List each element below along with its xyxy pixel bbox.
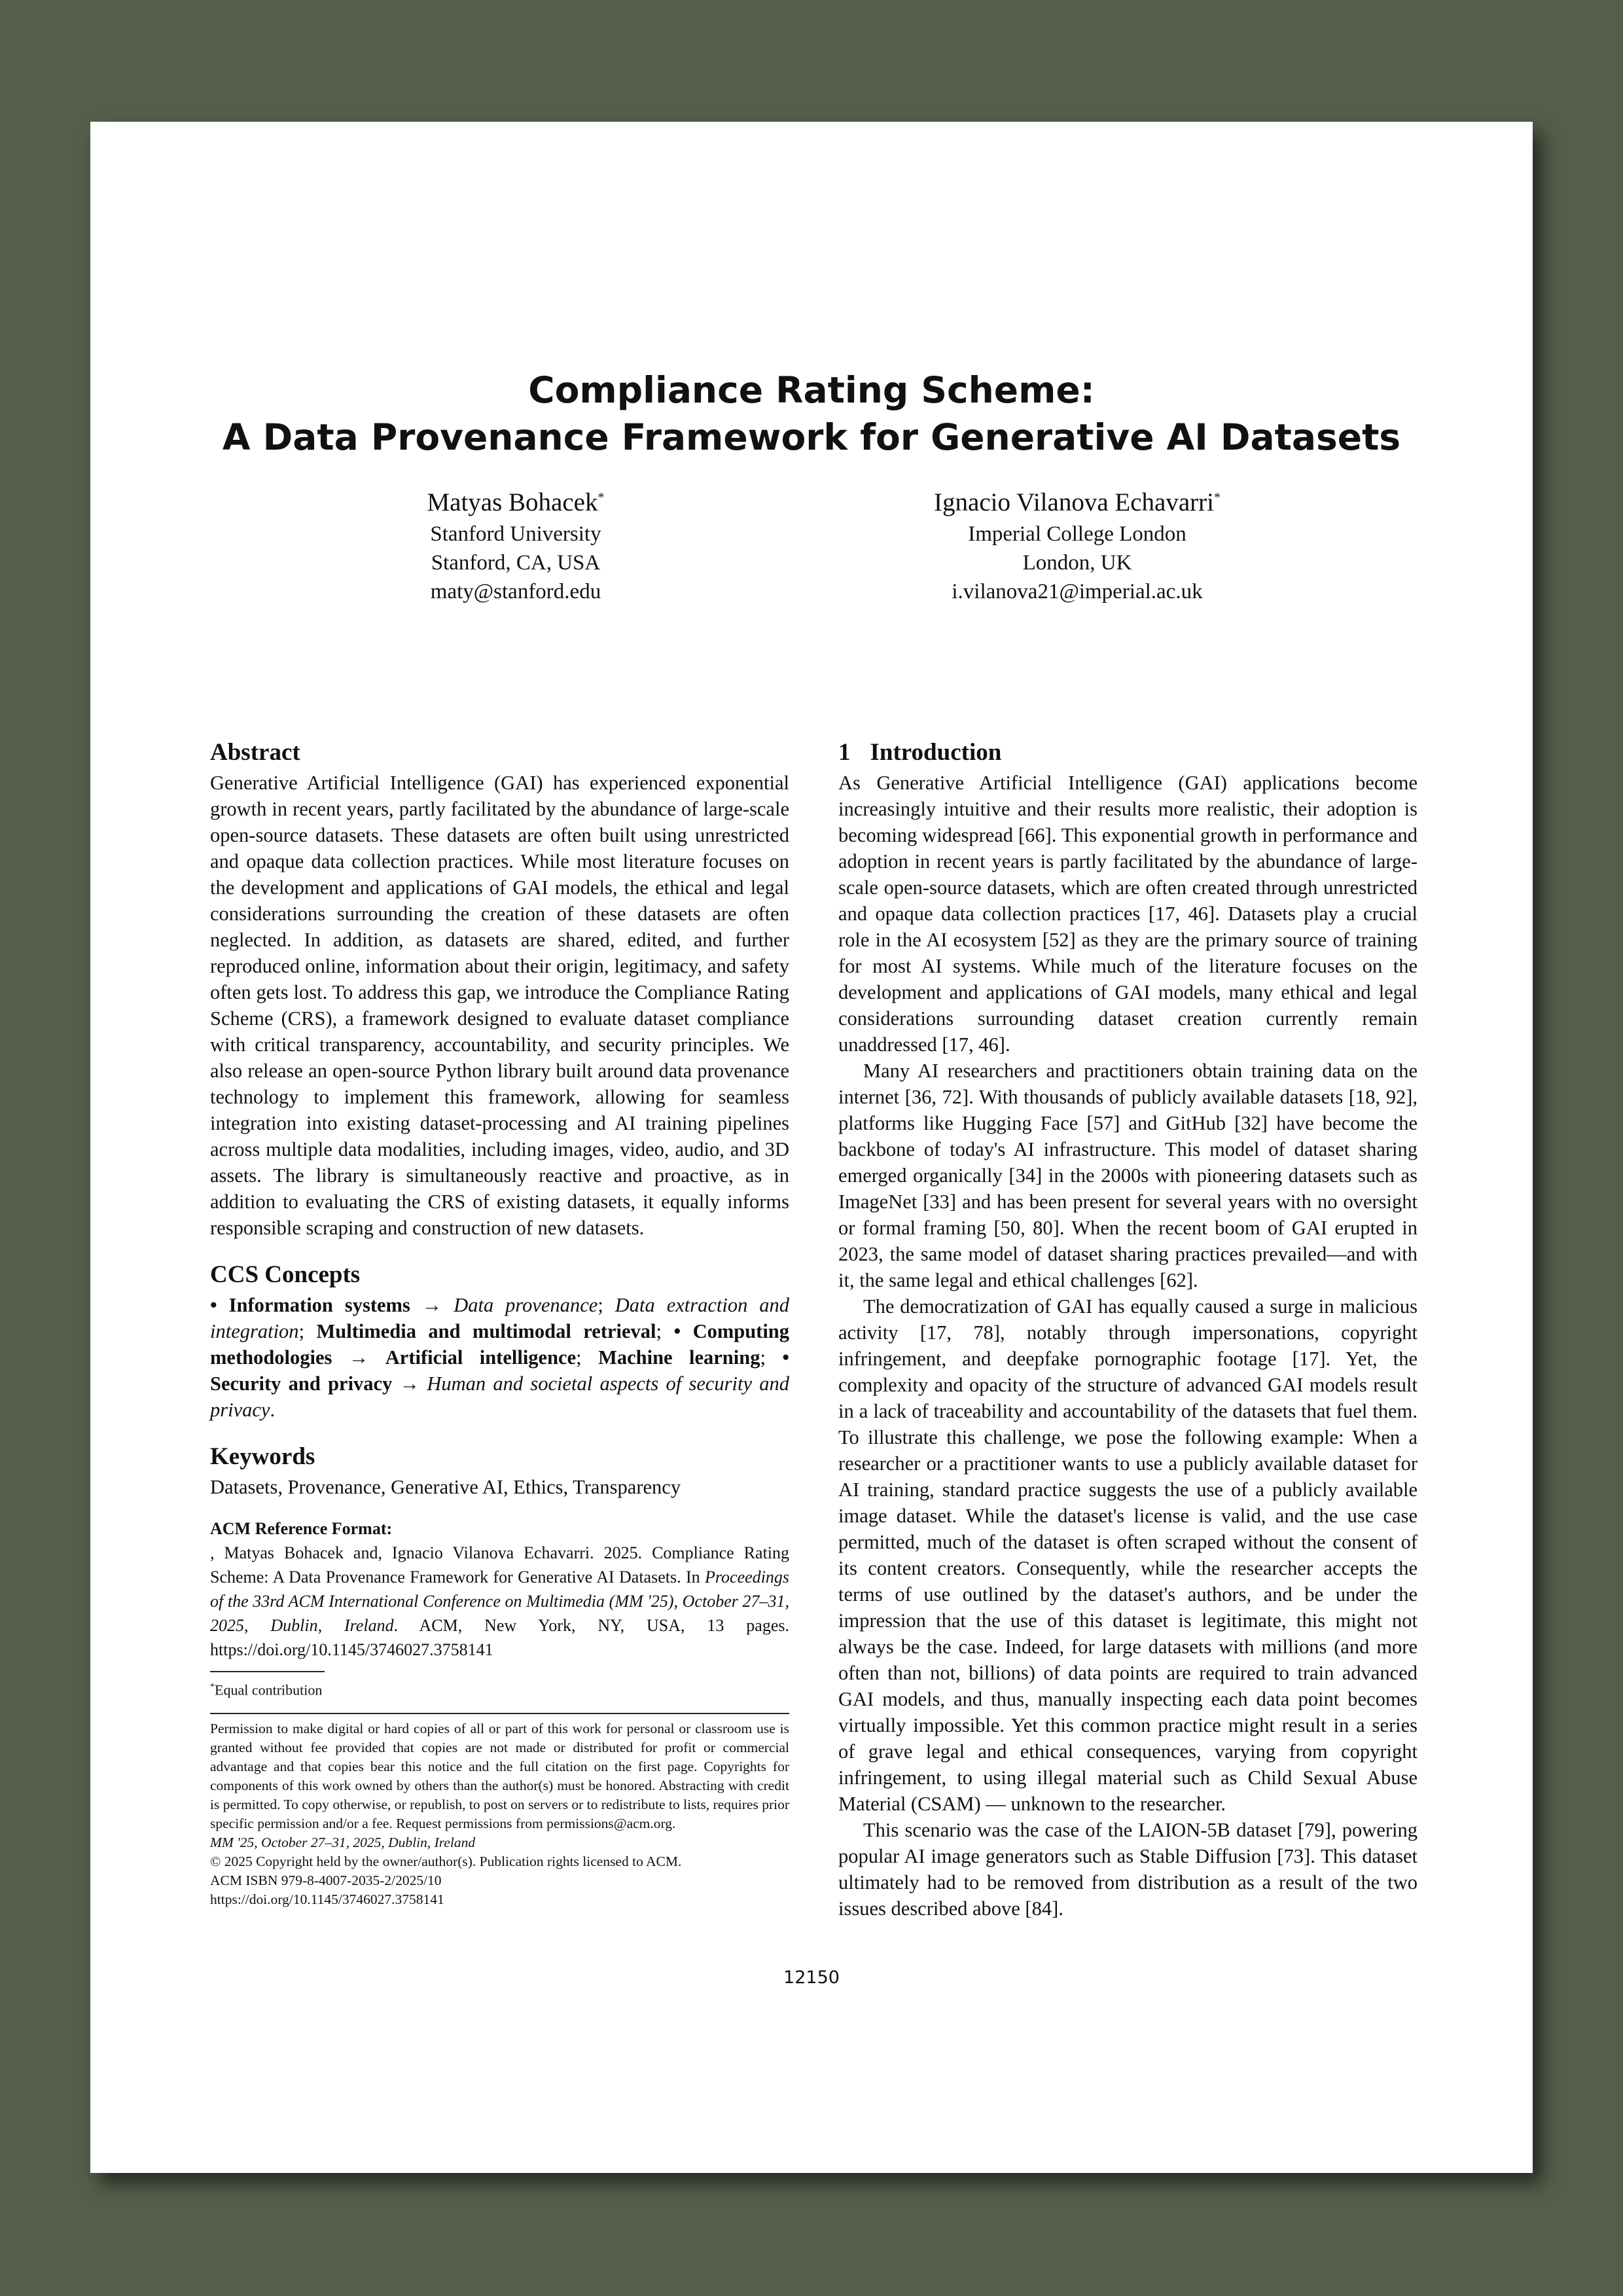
keywords-text: Datasets, Provenance, Generative AI, Ethics, Transparency: [210, 1476, 681, 1498]
ccs-term: Data extraction and integration: [210, 1294, 790, 1342]
author-block-1: [280, 480, 751, 606]
keywords-heading: Keywords: [210, 1443, 315, 1470]
intro-paragraph-3: The democratization of GAI has equally caused a surge in malicious activity [17, 78], notably through impersonations, copyright infringement, and deepfake pornographic footage [17]. Yet, the complexity and opacity of the structure of advanced GAI models result in a lack of traceability and accountability of the datasets that fuel them. To illustrate this challenge, we pose the following example: When a researcher or a practitioner wants to use a publicly available dataset for AI training, standard practice suggests the use of a publicly available image dataset. While the dataset's license is valid, and the use case permitted, much of the dataset is often scraped without the consent of its content creators. Consequently, while the researcher accepts the terms of use outlined by the dataset's authors, and be under the impression that the use of this dataset is legitimate, this might not always be the case. Indeed, for large datasets with millions (and more often than not, billions) of data points are required to train advanced GAI models, and thus, manually inspecting each data point becomes virtually impossible. Yet this common practice might result in a series of grave legal and ethical consequences, varying from copyright infringement, to using illegal material such as Child Sexual Abuse Material (CSAM) — unknown to the researcher.: [838, 1295, 1418, 1815]
arrow-icon: →: [399, 1372, 420, 1395]
footnote-mark: *: [210, 1682, 215, 1692]
venue-line: MM '25, October 27–31, 2025, Dublin, Ireland: [210, 1835, 476, 1851]
author-location: London, UK: [1022, 551, 1132, 575]
author-name: Matyas Bohacek: [427, 488, 598, 516]
ccs-concepts: [210, 1292, 789, 1423]
author-location: Stanford, CA, USA: [431, 551, 601, 575]
acm-reference-text: [210, 1541, 789, 1662]
intro-paragraph-2: Many AI researchers and practitioners obtain training data on the internet [36, 72]. With thousands of publicly available datasets [18, 92], platforms like Hugging Face [57] and GitHub [32] have become the backbone of today's AI infrastructure. This model of dataset sharing emerged organically [34] in the 2000s with pioneering datasets such as ImageNet [33] and has been present for several years with no oversight or formal framing [50, 80]. When the recent boom of GAI erupted in 2023, the same model of dataset sharing practices prevailed—and with it, the same legal and ethical challenges [62].: [838, 1060, 1418, 1291]
copyright-line: © 2025 Copyright held by the owner/author(s). Publication rights licensed to ACM.: [210, 1854, 682, 1870]
arrow-icon: →: [348, 1346, 369, 1369]
ccs-term: Artificial intelligence: [385, 1346, 577, 1369]
acm-reference-part: . ACM, New York, NY, USA, 13 pages. https://doi.org/10.1145/3746027.3758141: [210, 1616, 789, 1659]
intro-paragraph-4: This scenario was the case of the LAION-5B dataset [79], powering popular AI image generators such as Stable Diffusion [73]. This dataset ultimately had to be removed from distribution as a result of the two issues described above [84].: [838, 1819, 1418, 1920]
section-title: Introduction: [870, 739, 1002, 766]
author-email[interactable]: maty@stanford.edu: [430, 580, 601, 603]
author-affiliation: Imperial College London: [968, 522, 1186, 546]
ccs-separator: ;: [656, 1320, 662, 1342]
footnote: [210, 1676, 789, 1701]
ccs-separator: ;: [298, 1320, 305, 1342]
ccs-term: Data provenance: [454, 1294, 598, 1316]
acm-reference-heading: ACM Reference Format:: [210, 1519, 393, 1538]
ccs-separator: ;: [760, 1346, 766, 1369]
acm-reference-proceedings: Proceedings of the 33rd ACM International Conference on Multimedia (MM '25), October 27–31, 2025, Dublin, Ireland: [210, 1568, 789, 1635]
ccs-term: Machine learning: [598, 1346, 760, 1369]
doi-link[interactable]: https://doi.org/10.1145/3746027.3758141: [210, 1892, 444, 1908]
author-name: Ignacio Vilanova Echavarri: [934, 488, 1214, 516]
ccs-term: • Computing methodologies: [210, 1320, 790, 1369]
ccs-term: • Security and privacy: [210, 1346, 790, 1395]
ccs-term: • Information systems: [210, 1294, 410, 1316]
section-number: 1: [838, 739, 851, 766]
equal-contribution-mark: *: [597, 490, 605, 505]
page-number: 12150: [783, 1967, 840, 1988]
ccs-end: .: [270, 1399, 276, 1421]
author-email[interactable]: i.vilanova21@imperial.ac.uk: [952, 580, 1203, 603]
permission-notice: Permission to make digital or hard copies of all or part of this work for personal or classroom use is granted without fee provided that copies are not made or distributed for profit or commercial advantage and that copies bear this notice and the full citation on the first page. Copyrights for components of this work owned by others than the author(s) must be honored. Abstracting with credit is permitted. To copy otherwise, or republish, to post on servers or to redistribute to lists, requires prior specific permission and/or a fee. Request permissions from permissions@acm.org.: [210, 1721, 789, 1832]
footnote-divider: [210, 1671, 325, 1672]
right-column: [838, 737, 1418, 1922]
paper-page: [90, 122, 1533, 2173]
acm-reference-part: , Matyas Bohacek and, Ignacio Vilanova Echavarri. 2025. Compliance Rating Scheme: A Data Provenance Framework for Generative AI Datasets. In: [210, 1543, 789, 1587]
paper-title: [90, 367, 1533, 461]
copyright-block: [210, 1833, 789, 1909]
title-line-1: Compliance Rating Scheme:: [528, 369, 1095, 411]
ccs-term: Human and societal aspects of security and privacy: [210, 1372, 790, 1421]
author-block-2: [842, 480, 1313, 606]
title-line-2: A Data Provenance Framework for Generative AI Datasets: [222, 416, 1401, 458]
ccs-term: Multimedia and multimodal retrieval: [316, 1320, 656, 1342]
permission-divider: [210, 1713, 789, 1714]
equal-contribution-mark: *: [1213, 490, 1221, 505]
introduction-heading: [838, 737, 1418, 768]
intro-paragraph-1: As Generative Artificial Intelligence (GAI) applications become increasingly intuitive and their results more realistic, their adoption is becoming widespread [66]. This exponential growth in performance and adoption in recent years is partly facilitated by the abundance of large-scale open-source datasets, which are often created through unrestricted and opaque data collection practices [17, 46]. Datasets play a crucial role in the AI ecosystem [52] as they are the primary source of training for most AI systems. While much of the literature focuses on the development and applications of GAI models, many ethical and legal considerations surrounding dataset creation currently remain unaddressed [17, 46].: [838, 772, 1418, 1056]
abstract-text: Generative Artificial Intelligence (GAI) has experienced exponential growth in recent years, partly facilitated by the abundance of large-scale open-source datasets. These datasets are often built using unrestricted and opaque data collection practices. While most literature focuses on the development and applications of GAI models, the ethical and legal considerations surrounding the creation of these datasets are often neglected. In addition, as datasets are shared, edited, and further reproduced online, information about their origin, legitimacy, and safety often gets lost. To address this gap, we introduce the Compliance Rating Scheme (CRS), a framework designed to evaluate dataset compliance with critical transparency, accountability, and security principles. We also release an open-source Python library built around data provenance technology to implement this framework, allowing for seamless integration into existing dataset-processing and AI training pipelines across multiple data modalities, including images, video, audio, and 3D assets. The library is simultaneously reactive and proactive, as in addition to evaluating the CRS of existing datasets, it equally informs responsible scraping and construction of new datasets.: [210, 772, 789, 1239]
isbn-line: ACM ISBN 979-8-4007-2035-2/2025/10: [210, 1873, 442, 1889]
author-affiliation: Stanford University: [430, 522, 601, 546]
ccs-separator: ;: [597, 1294, 603, 1316]
footnote-text: Equal contribution: [215, 1681, 323, 1698]
arrow-icon: →: [421, 1294, 442, 1316]
left-column: [210, 737, 789, 1909]
abstract-heading: Abstract: [210, 739, 300, 766]
ccs-heading: CCS Concepts: [210, 1261, 361, 1288]
ccs-separator: ;: [576, 1346, 582, 1369]
